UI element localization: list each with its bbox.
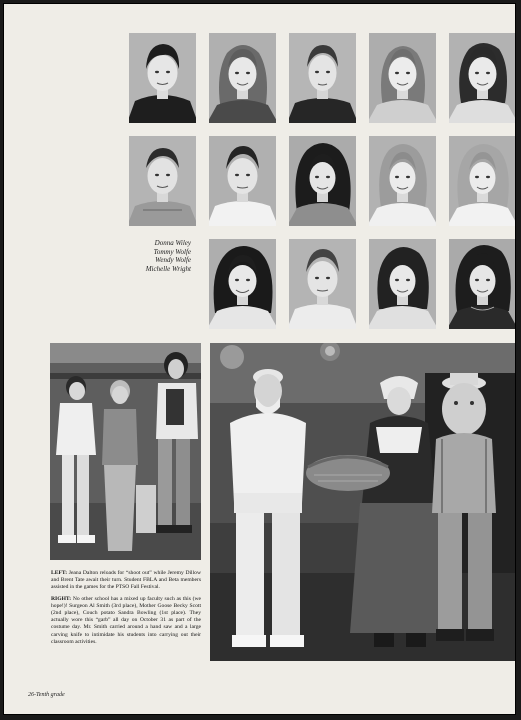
caption-text: No other school has a mixed up faculty such as this (we hope!)! Surgeon Al Smith (3rd place), Mother Goose Becky Scott (2nd place), Couch potato Sandra Bowling (1st place). They actually wore this “garb” all day on October 31 as part of the costume day. Mr. Smith carried around a hand saw and a large carving knife to intimidate his students into carrying out their classroom activities. — [51, 595, 201, 645]
candid-photo-faculty-costumes — [210, 343, 516, 661]
student-name: Michelle Wright — [145, 264, 191, 273]
portrait-photo — [129, 33, 196, 123]
name-list-row-3 — [146, 239, 191, 273]
student-name: Tommy Wolfe — [153, 247, 191, 256]
portrait-photo — [209, 239, 276, 329]
student-name: Wendy Wolfe — [155, 256, 191, 265]
portrait-photo — [209, 136, 276, 226]
portrait-photo — [289, 239, 356, 329]
caption-left — [51, 570, 201, 592]
page-folio: 26-Tenth grade — [28, 692, 65, 698]
student-name: Donna Wiley — [154, 239, 191, 247]
portrait-photo — [369, 136, 436, 226]
caption-label: RIGHT: — [51, 595, 72, 602]
photo-captions — [51, 570, 201, 650]
portrait-photo — [289, 136, 356, 226]
portrait-photo — [289, 33, 356, 123]
portrait-photo — [449, 239, 516, 329]
candid-photo-fall-festival — [50, 343, 201, 560]
caption-label: LEFT: — [51, 570, 68, 576]
portrait-photo — [449, 136, 516, 226]
portrait-photo — [369, 33, 436, 123]
portrait-photo — [209, 33, 276, 123]
portrait-photo — [449, 33, 516, 123]
yearbook-page — [3, 3, 516, 715]
portrait-photo — [369, 239, 436, 329]
portrait-photo — [129, 136, 196, 226]
caption-right — [51, 596, 201, 646]
caption-text: Jeana Dalton reloads for “shoot out” while Jeremy Dillow and Brent Tate await their turn. Student FBLA and Beta members assisted in the games for the PTSO Fall Festival. — [51, 570, 201, 591]
